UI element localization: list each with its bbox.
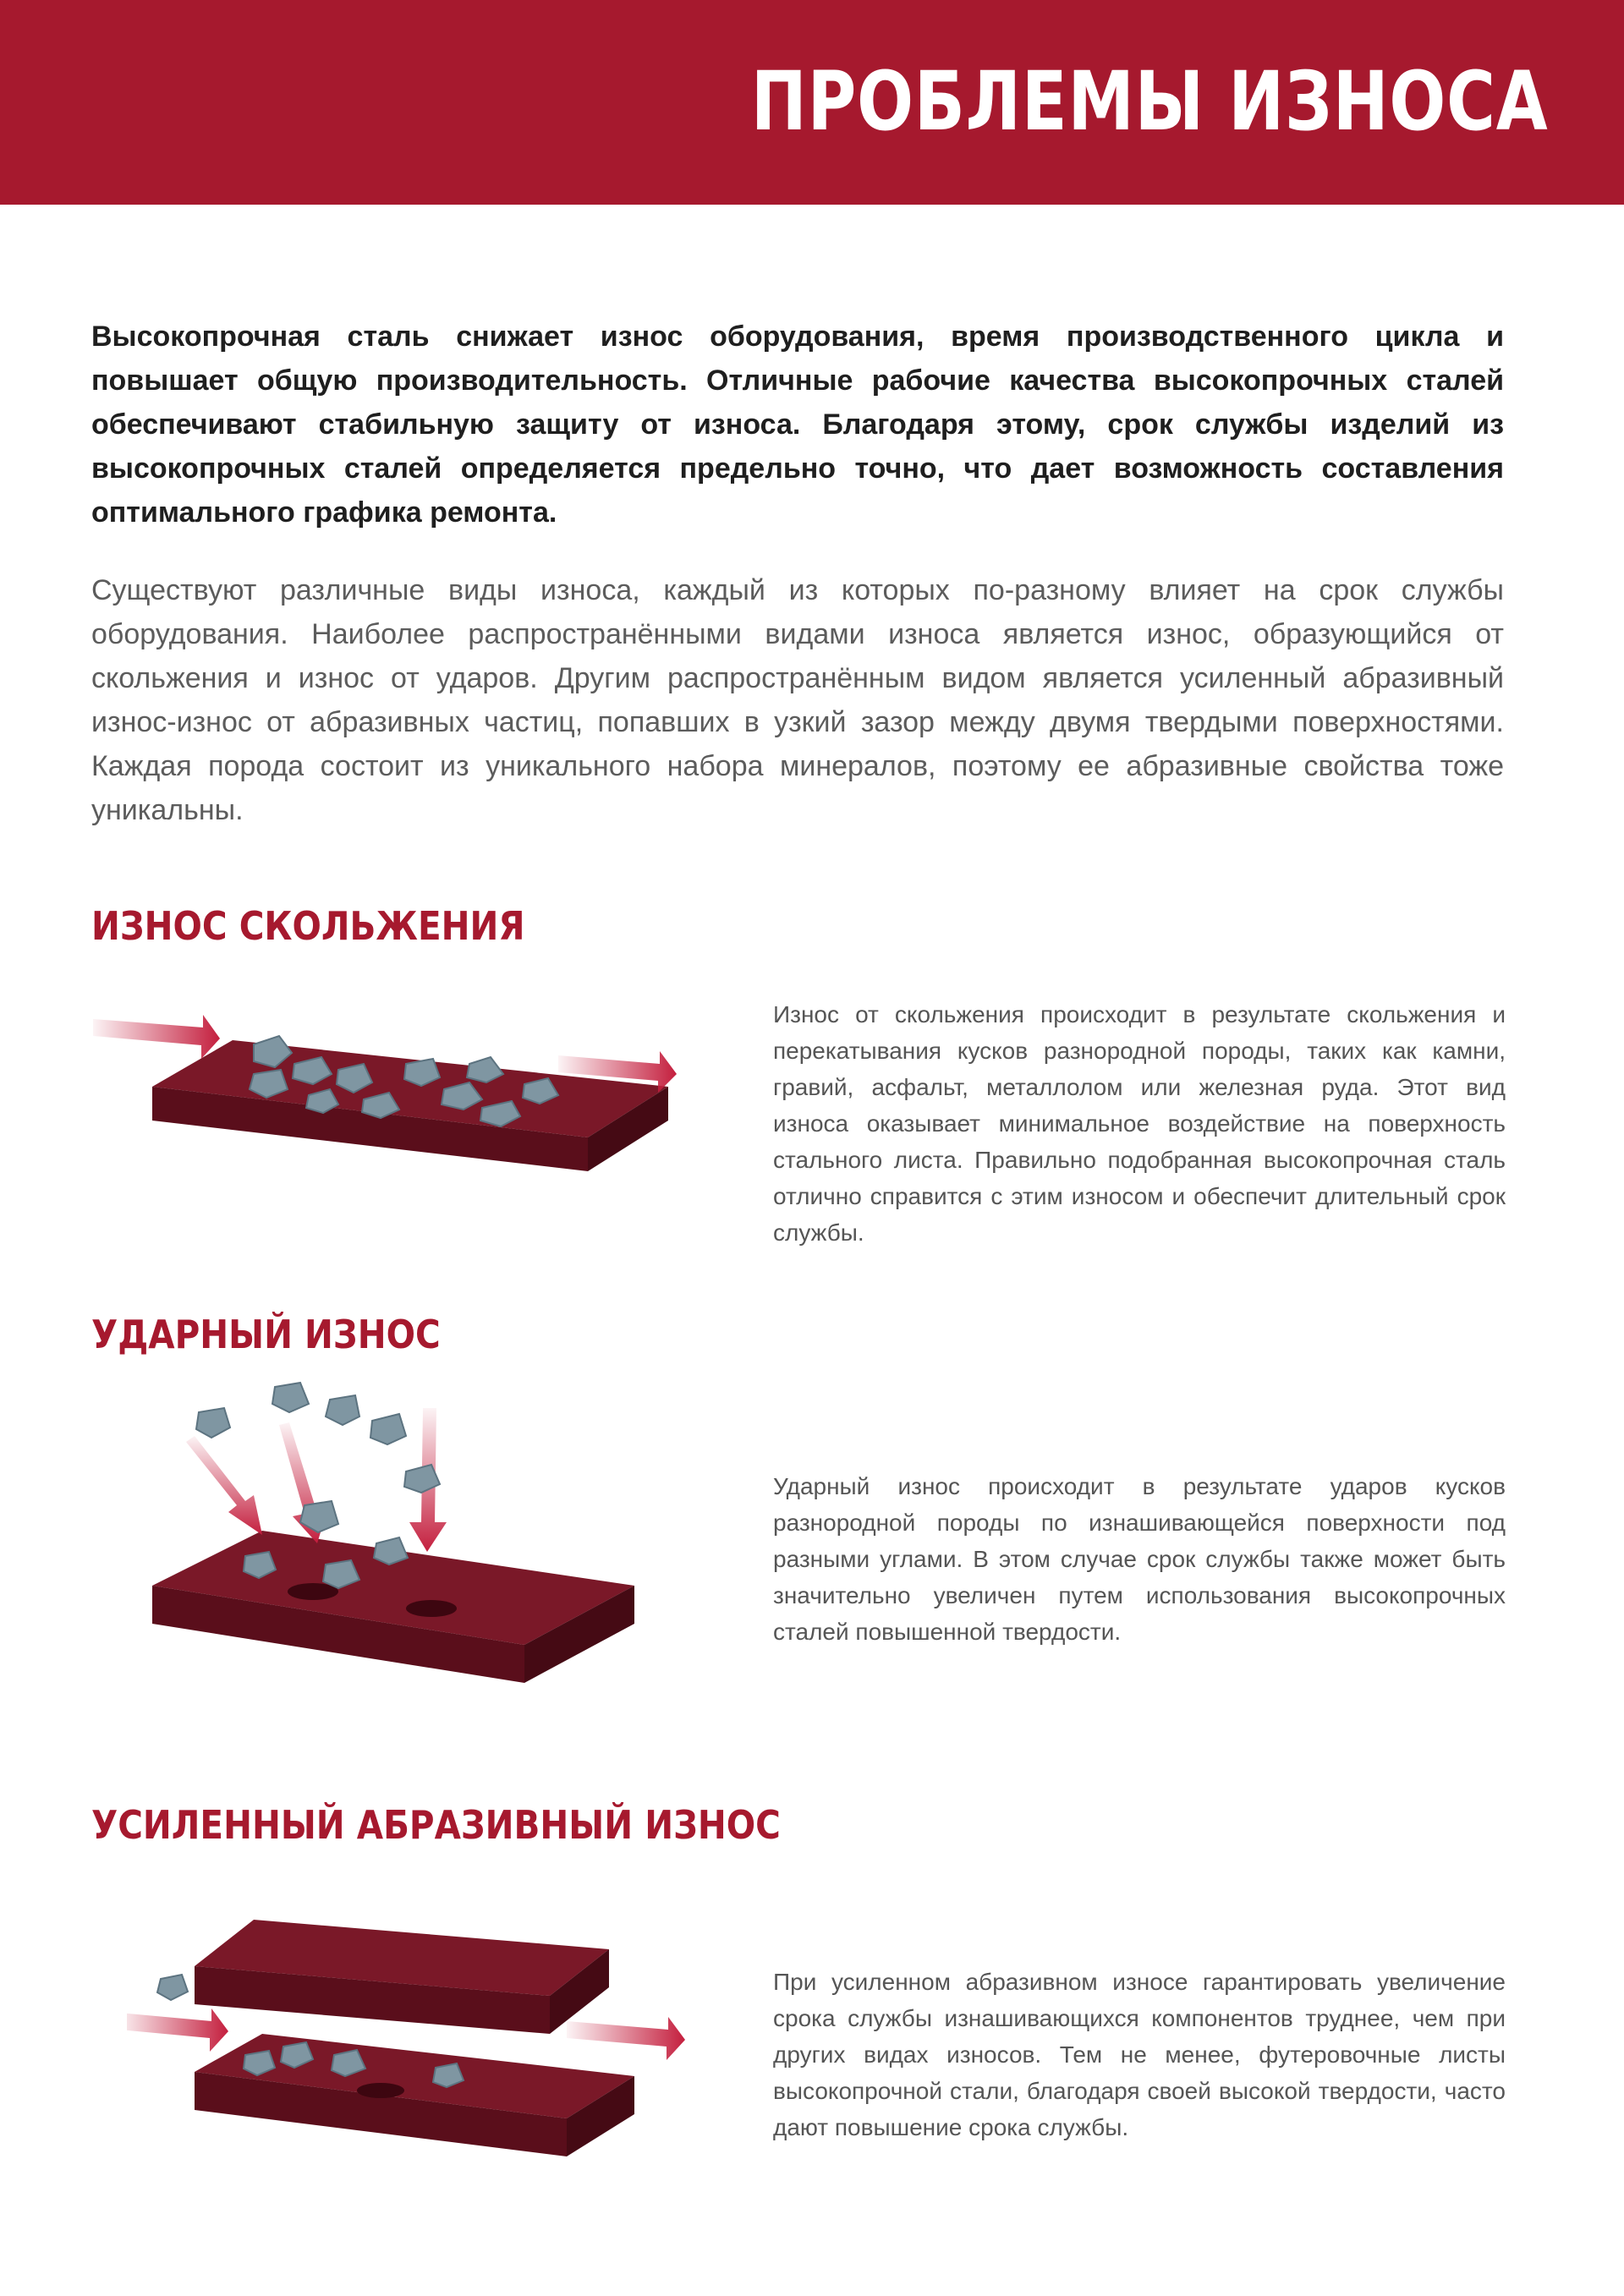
section-title-sliding-wear: ИЗНОС СКОЛЬЖЕНИЯ bbox=[91, 903, 525, 949]
arrow-out-icon bbox=[567, 2017, 685, 2060]
section-text-sliding-wear: Износ от скольжения происходит в результате скольжения и перекатывания кусков разнородной породы, таких как камни, гравий, асфальт, металлолом или железная руда. Этот вид износа оказывает минимальное воздействие на поверхность стального листа. Правильно подобранная высокопрочная сталь отлично справится с этим износом и обеспечит длительный срок службы. bbox=[773, 1001, 1506, 1246]
sliding-wear-illustration bbox=[85, 989, 694, 1235]
arrow-in-icon bbox=[93, 1015, 220, 1059]
impact-crater bbox=[406, 1600, 457, 1617]
intro-bold-paragraph: Высокопрочная сталь снижает износ оборудования, время производственного цикла и повышает общую производительность. Отличные рабочие качества высокопрочных сталей обеспечивают стабильную защиту от износа. Благодаря этому, срок службы изделий из высокопрочных сталей определяется предельно точно, что дает возможность составления оптимального графика ремонта. bbox=[91, 321, 1504, 529]
wear-pit bbox=[357, 2083, 404, 2098]
section-title-impact-wear: УДАРНЫЙ ИЗНОС bbox=[91, 1312, 441, 1357]
page-title: ПРОБЛЕМЫ ИЗНОСА bbox=[750, 54, 1548, 149]
section-title-abrasive-wear: УСИЛЕННЫЙ АБРАЗИВНЫЙ ИЗНОС bbox=[91, 1802, 781, 1848]
intro-paragraph: Существуют различные виды износа, каждый из которых по-разному влияет на срок службы оборудования. Наиболее распространёнными видами износа является износ, образующийся от скольжения и износ от ударов. Другим распространённым видом является усиленный абразивный износ-износ от абразивных частиц, попавших в узкий зазор между двумя твердыми поверхностями. Каждая порода состоит из уникального набора минералов, поэтому ее абразивные свойства тоже уникальны. bbox=[91, 574, 1504, 826]
section-text-abrasive-wear: При усиленном абразивном износе гарантировать увеличение срока службы изнашивающихся компонентов труднее, чем при других видах износов. Тем не менее, футеровочные листы высокопрочной стали, благодаря своей высокой твердости, часто дают повышение срока службы. bbox=[773, 1969, 1506, 2140]
section-text-impact-wear: Ударный износ происходит в результате ударов кусков разнородной породы по изнашивающейся поверхности под разными углами. В этом случае срок службы также может быть значительно увеличен путем использования высокопрочных сталей повышенной твердости. bbox=[773, 1473, 1506, 1645]
abrasive-wear-illustration bbox=[127, 1903, 710, 2190]
impact-wear-illustration bbox=[135, 1370, 643, 1708]
arrow-down-icon bbox=[186, 1436, 262, 1535]
arrow-in-icon bbox=[127, 2008, 228, 2052]
